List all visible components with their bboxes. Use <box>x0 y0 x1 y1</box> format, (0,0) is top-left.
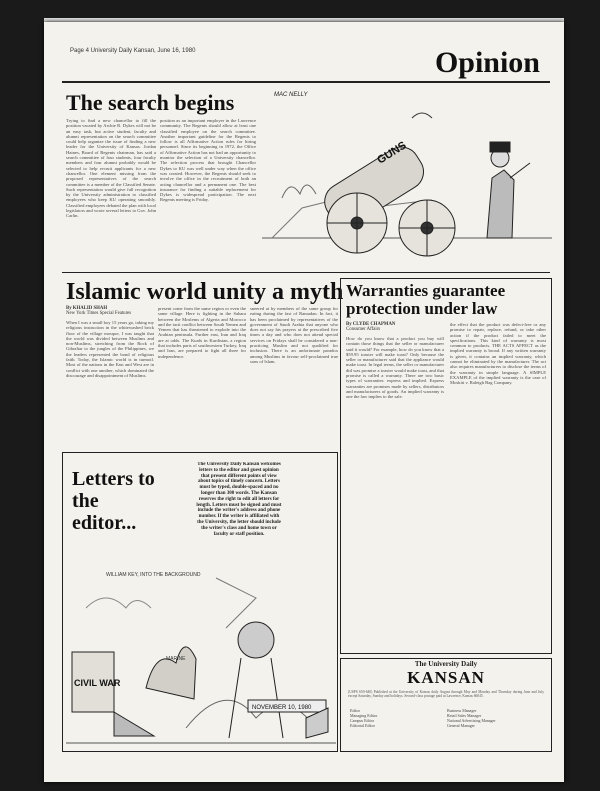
marine-sign: MARINE <box>166 656 186 662</box>
warranty-headline: Warranties guarantee protection under law <box>346 281 506 318</box>
islam-byline-source: New York Times Special Features <box>66 311 132 316</box>
masthead-small: The University Daily <box>414 660 478 668</box>
cannon-cartoon <box>262 88 552 270</box>
mid-rule <box>62 272 550 273</box>
staff-role: Business Manager <box>447 708 477 713</box>
cartoonist-signature: MAC NELLY <box>274 92 308 98</box>
warranty-bylines <box>346 322 446 332</box>
civil-war-sign: CIVIL WAR <box>74 678 121 688</box>
masthead-fineprint: (USPS 650-640) Published at the University of Kansas daily August through May and Monday and Thursday during June and July except Saturday, Sunday and holidays. Second-class postage paid at Lawrence, Kansas 66045. <box>348 690 544 699</box>
letters-policy: The University Daily Kansan welcomes letters to the editor and guest opinion that present different points of view about topics of timely concern. Letters must be typed, double-spaced and no longer than 300 words. The Kansan reserves the right to edit all letters for length. Letters must be signed and must include the writer's address and phone number. If the writer is affiliated with the University, the letter should include the writer's class and home town or faculty or staff position. <box>196 462 282 537</box>
cannon-drawing <box>262 88 552 270</box>
masthead <box>340 660 552 700</box>
cannon-label: GUNS <box>375 139 409 167</box>
staff-role: Editorial Editor <box>350 723 375 728</box>
header-rule <box>62 81 550 83</box>
islam-byline: By KHALID SHAH <box>66 306 108 311</box>
islam-bylines <box>66 306 156 316</box>
staff-role: General Manager <box>447 723 475 728</box>
section-title: Opinion <box>434 46 540 79</box>
lead-col-1: Trying to find a new chancellor to fill the position vacated by Archie R. Dykes will not be an easy task, but active student, faculty and alumni representation on the search committee could help organize the issue of finding a new leader for the University of Kansas. Jordan Haines, Board of Regents chairman, has said a search committee of four students, four faculty members and four alumni probably would be selected to help recruit applicants for a new chancellor. One element missing from the proposed representatives of the search committee is a member of the Classified Senate. Such representation would give full recognition by the University administration to classified employees who keep KU operating smoothly. Classified employees debated the plan with local legislators and wrote several letters to Gov. John Carlin. <box>66 118 156 219</box>
warranty-byline: By CLYDE CHAPMAN <box>346 322 396 327</box>
warranty-col-1: How do you know that a product you buy will contain those things that the seller or manufacturer said it would? For example, how do you know that a $59.95 toaster will make toast? Only because the seller or manufacturer said that the appliance would make toast. In legal terms, the seller or manufacturer did was promise a toaster would make toast, and that promise is called a warranty. There are two basic types of warranties: express and implied. Express warranties are promises made by sellers, distributors and manufacturers of goods. An implied warranty is one the law implies to the sale. <box>346 336 444 400</box>
staff-role: Managing Editor <box>350 713 378 718</box>
islam-col-1: When I was a small boy 15 years go, taking my religious instruction in the whitewashed brick floor of the village mosque, I was taught that the world was divided between Muslims and non-Muslims, stretching from the Rock of Gibraltar to the jungles of the Philippines, we the leaders represented the bond of religious faith. Today, the Islamic world is in turmoil. Most of the nations in the East and West are in conflict with one another, which dominated the discourage and disappointment of Muslims. <box>66 320 154 378</box>
warranty-byline-source: Consumer Affairs <box>346 327 381 332</box>
islam-col-2: present come from the same region or even the same village. Here is fighting in the Sahara between the Moslems of Algeria and Morocco and the tacit conflict between South Yemen and Yemen that has threatened to explode into the Arabian peninsula. Further east, Iran and Iraq are at odds. The Kurds in Kurdistan, a region that includes parts of southwestern Turkey, Iraq and Iran, are prepared to fight all three for independence. <box>158 306 246 359</box>
civil-war-drawing <box>66 568 336 750</box>
cartoon-caption: WILLIAM KEY, INTO THE BACKGROUND <box>106 572 201 578</box>
staff-role: National Advertising Manager <box>447 718 496 723</box>
staff-role: Editor <box>350 708 360 713</box>
masthead-name: KANSAN <box>407 668 485 687</box>
islam-headline: Islamic world unity a myth <box>66 279 344 305</box>
letters-title: Letters to the editor... <box>72 468 155 534</box>
staff-role: Campus Editor <box>350 718 375 723</box>
lead-headline: The search begins <box>66 90 235 115</box>
lead-col-2: position as an important employer in the Lawrence community. The Regents should allow at least one classified employee on the search committee. Another important guideline for the Regents to follow is all Affirmative Action rules for hiring personnel. Since its beginning in 1972, the Office of Affirmative Action has not had an opportunity to monitor the selection of a University chancellor. The selection process that brought Chancellor Dykes to KU was well under way when the office was created. However, the Regents should seek to involve the office in the recruitment of both an acting chancellor and a permanent one. The best insurance for finding a suitable replacement for Dykes is widespread participation. The next Regents meeting is Friday. <box>160 118 256 203</box>
cartoon-date: NOVEMBER 10, 1980 <box>252 705 312 711</box>
islam-col-3: sneered at by members of the same group for eating during the fast of Ramadan. In fact, it has been proclaimed by representatives of the government of Saudi Arabia that anyone who does not say his prayers at the prescribed five times a day and who does not attend special services on Fridays shall be considered a non-practicing Muslim and not qualified for inclusion. There is an unfortunate paradox among Muslims in favour self-proclaimed true sons of Islam. <box>250 306 338 364</box>
civil-war-cartoon <box>66 568 336 750</box>
warranty-col-2: the effect that the product was defect-free or any promise to repair, replace, refund, or take other action if the product failed to meet the specifications. This kind of warranty is most common to products. THE ACTS AFFECT as the implied warranty is broad. If any written warranty is given, it contains an implied warranty, which cannot be eliminated by the manufacturer. The act also requires manufacturers to disclose the terms of the warranty in simple language. A SIMPLE EXAMPLE of the implied warranty is the case of Moskitt v. Raleigh Bag Company. <box>450 322 546 386</box>
staff-role: Retail Sales Manager <box>447 713 482 718</box>
page-folio: Page 4 University Daily Kansan, June 16, 1980 <box>70 48 196 54</box>
masthead-staff <box>350 708 540 728</box>
